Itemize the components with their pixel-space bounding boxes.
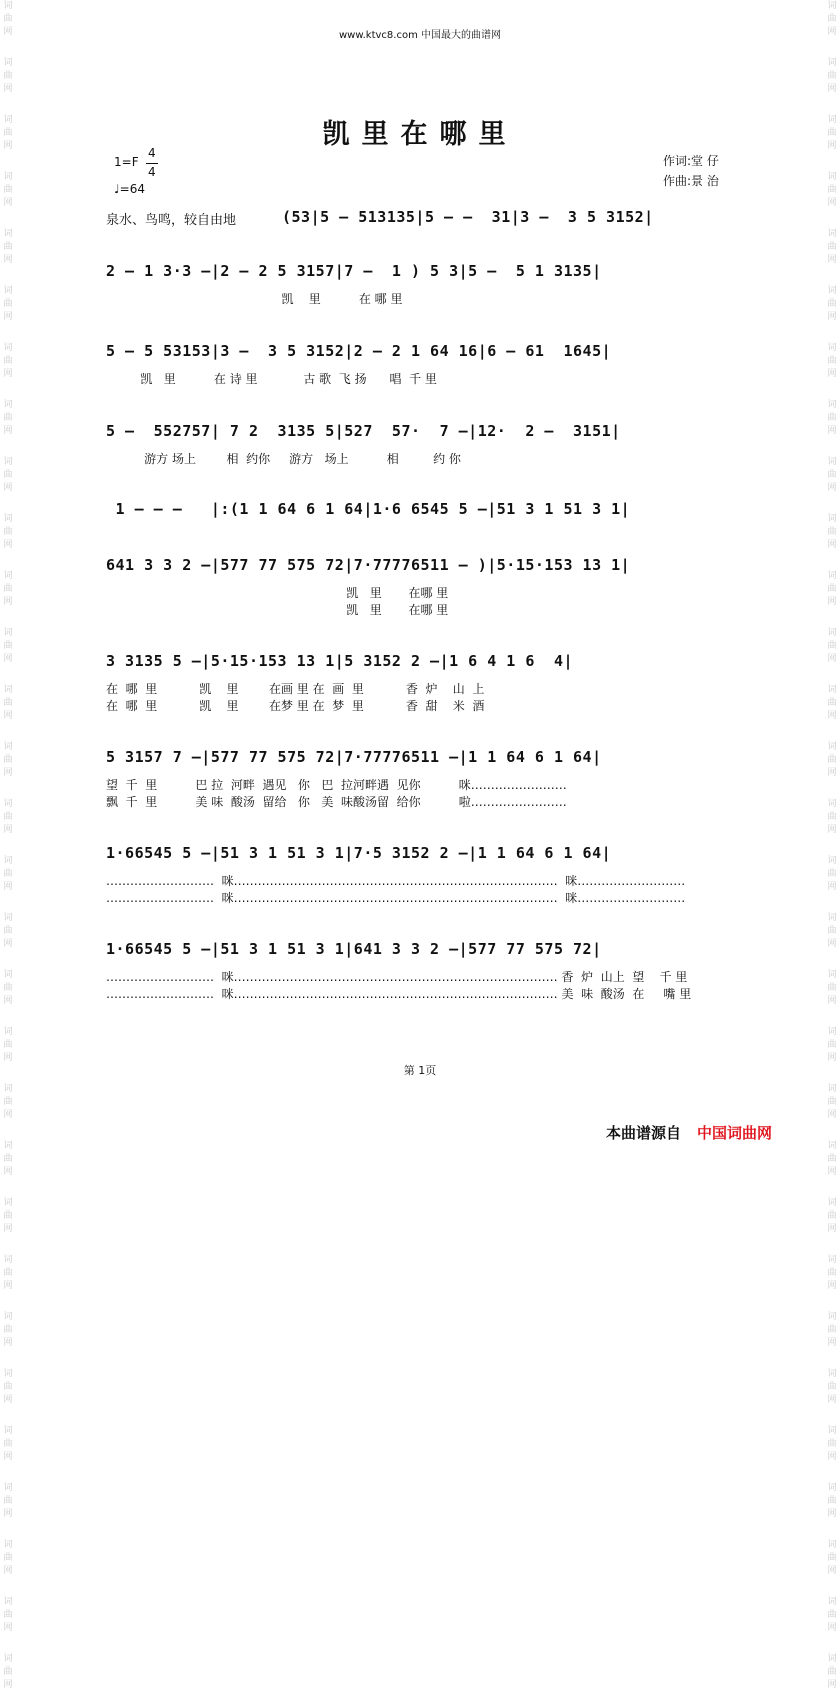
page-title: 凯里在哪里 (322, 119, 518, 150)
header-link[interactable]: www.ktvc8.com 中国最大的曲谱网 (338, 30, 501, 41)
watermark-text: 词 曲 网 (3, 1540, 13, 1576)
lyric-line: 飘 千 里 美 味 酸汤 留给 你 美 味酸汤留 给你 啦…………………… (106, 795, 567, 809)
lyric-line: ……………………… 咪……………………………………………………………………… 咪……………………… (106, 891, 686, 905)
watermark-text: 词 曲 网 (3, 1, 13, 37)
watermark-text: 词 曲 网 (827, 799, 837, 835)
watermark-text: 词 曲 网 (3, 1141, 13, 1177)
score-row: 5 – 5 53153|3 – 3 5 3152|2 – 2 1 64 16|6 – 61 1645| (106, 342, 612, 360)
score-row: 5 3157 7 –|577 77 575 72|7·77776511 –|1 1 64 6 1 64| (106, 748, 602, 766)
score-row: 1 – – – |:(1 1 64 6 1 64|1·6 6545 5 –|51 3 1 51 3 1| (106, 500, 631, 518)
watermark-text: 词 曲 网 (827, 457, 837, 493)
watermark-text: 词 曲 网 (3, 172, 13, 208)
watermark-text: 词 曲 网 (827, 628, 837, 664)
lyric-line: 凯 里 在 哪 里 (106, 292, 403, 306)
watermark-text: 词 曲 网 (3, 1084, 13, 1120)
watermark-text: 词 曲 网 (3, 229, 13, 265)
watermark-text: 词 曲 网 (3, 1198, 13, 1234)
source-prefix: 本曲谱源自 (606, 1124, 682, 1142)
lyric-line: 在 哪 里 凯 里 在梦 里 在 梦 里 香 甜 米 酒 (106, 699, 485, 713)
watermark-text: 词 曲 网 (827, 571, 837, 607)
watermark-text: 词 曲 网 (3, 457, 13, 493)
lyric-line: 望 千 里 巴 拉 河畔 遇见 你 巴 拉河畔遇 见你 咪…………………… (106, 778, 567, 792)
watermark-text: 词 曲 网 (3, 1426, 13, 1462)
watermark-text: 词 曲 网 (827, 856, 837, 892)
watermark-text: 词 曲 网 (827, 1198, 837, 1234)
watermark-text: 词 曲 网 (3, 1027, 13, 1063)
watermark-text: 词 曲 网 (3, 685, 13, 721)
watermark-text: 词 曲 网 (3, 115, 13, 151)
composer-credit: 作曲:景 治 (663, 174, 719, 188)
watermark-text: 词 曲 网 (3, 913, 13, 949)
watermark-text: 词 曲 网 (3, 1483, 13, 1519)
watermark-text: 词 曲 网 (827, 229, 837, 265)
watermark-text: 词 曲 网 (827, 115, 837, 151)
watermark-text: 词 曲 网 (827, 400, 837, 436)
watermark-text: 词 曲 网 (827, 742, 837, 778)
side-watermark-left (0, 0, 16, 1690)
watermark-text: 词 曲 网 (827, 514, 837, 550)
tempo-marking: ♩=64 (114, 182, 145, 196)
watermark-text: 词 曲 网 (827, 1597, 837, 1633)
watermark-text: 词 曲 网 (827, 913, 837, 949)
intro-direction: 泉水、鸟鸣，较自由地 (106, 213, 237, 228)
watermark-text: 词 曲 网 (827, 286, 837, 322)
watermark-text: 词 曲 网 (827, 1426, 837, 1462)
page-number: 第 1页 (403, 1064, 437, 1077)
watermark-text: 词 曲 网 (827, 1654, 837, 1690)
lyric-line: 游方 场上 相 约你 游方 场上 相 约 你 (106, 452, 461, 466)
lyric-line: 凯 里 在哪 里 (106, 586, 449, 600)
watermark-text: 词 曲 网 (827, 1084, 837, 1120)
watermark-text: 词 曲 网 (827, 1255, 837, 1291)
score-row: 2 – 1 3·3 –|2 – 2 5 3157|7 – 1 ) 5 3|5 – 5 1 3135| (106, 262, 602, 280)
watermark-text: 词 曲 网 (3, 742, 13, 778)
lyric-line: 凯 里 在哪 里 (106, 603, 449, 617)
watermark-text: 词 曲 网 (3, 514, 13, 550)
watermark-text: 词 曲 网 (3, 1654, 13, 1690)
score-row: (53|5 – 513135|5 – – 31|3 – 3 5 3152| (282, 208, 654, 226)
watermark-text: 词 曲 网 (3, 628, 13, 664)
watermark-text: 词 曲 网 (3, 286, 13, 322)
score-row: 5 – 552757| 7 2 3135 5|527 57· 7 –|12· 2 – 3151| (106, 422, 621, 440)
watermark-text: 词 曲 网 (3, 1597, 13, 1633)
lyric-line: ……………………… 咪……………………………………………………………………… 咪……………………… (106, 874, 686, 888)
watermark-text: 词 曲 网 (3, 970, 13, 1006)
watermark-text: 词 曲 网 (3, 1369, 13, 1405)
key-signature: 1=F (114, 155, 139, 169)
watermark-text: 词 曲 网 (827, 1, 837, 37)
score-row: 1·66545 5 –|51 3 1 51 3 1|641 3 3 2 –|577 77 575 72| (106, 940, 602, 958)
watermark-text: 词 曲 网 (3, 58, 13, 94)
lyric-line: ……………………… 咪……………………………………………………………………… 香 炉 山上 望 千 里 (106, 970, 688, 984)
score-row: 3 3135 5 –|5·15·153 13 1|5 3152 2 –|1 6 4 1 6 4| (106, 652, 574, 670)
score-row: 641 3 3 2 –|577 77 575 72|7·77776511 – )|5·15·153 13 1| (106, 556, 631, 574)
time-signature-numerator: 4 (148, 146, 156, 160)
watermark-text: 词 曲 网 (827, 1369, 837, 1405)
lyric-line: 在 哪 里 凯 里 在画 里 在 画 里 香 炉 山 上 (106, 682, 485, 696)
watermark-text: 词 曲 网 (827, 1027, 837, 1063)
watermark-text: 词 曲 网 (827, 172, 837, 208)
watermark-text: 词 曲 网 (3, 856, 13, 892)
watermark-text: 词 曲 网 (827, 343, 837, 379)
source-credit (606, 1122, 772, 1143)
source-site-link[interactable]: 中国词曲网 (697, 1124, 773, 1142)
watermark-text: 词 曲 网 (827, 58, 837, 94)
watermark-text: 词 曲 网 (3, 343, 13, 379)
lyric-line: 凯 里 在 诗 里 古 歌 飞 扬 唱 千 里 (106, 372, 437, 386)
watermark-text: 词 曲 网 (3, 1312, 13, 1348)
watermark-text: 词 曲 网 (3, 1255, 13, 1291)
lyric-line: ……………………… 咪……………………………………………………………………… 美 味 酸汤 在 嘴 里 (106, 987, 692, 1001)
lyricist-credit: 作词:堂 仔 (663, 154, 719, 168)
watermark-text: 词 曲 网 (827, 970, 837, 1006)
watermark-text: 词 曲 网 (827, 1141, 837, 1177)
watermark-text: 词 曲 网 (827, 1540, 837, 1576)
score-row: 1·66545 5 –|51 3 1 51 3 1|7·5 3152 2 –|1 1 64 6 1 64| (106, 844, 612, 862)
watermark-text: 词 曲 网 (3, 400, 13, 436)
watermark-text: 词 曲 网 (3, 571, 13, 607)
watermark-text: 词 曲 网 (3, 799, 13, 835)
watermark-text: 词 曲 网 (827, 1483, 837, 1519)
watermark-text: 词 曲 网 (827, 1312, 837, 1348)
watermark-text: 词 曲 网 (827, 685, 837, 721)
side-watermark-right (824, 0, 840, 1690)
time-signature-divider (146, 163, 158, 164)
time-signature-denominator: 4 (148, 165, 156, 179)
